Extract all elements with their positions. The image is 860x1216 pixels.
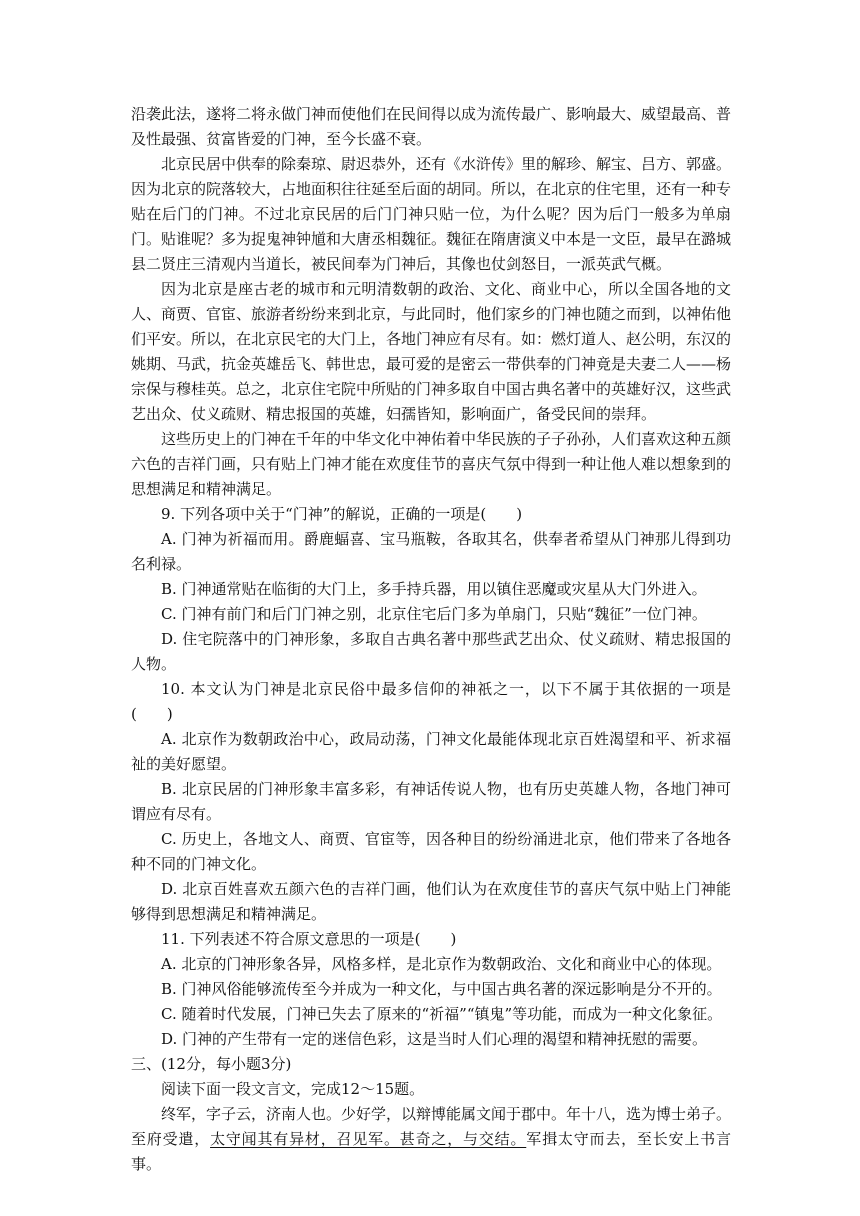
section-3-instruction: 阅读下面一段文言文，完成12～15题。	[161, 1080, 425, 1098]
classical-passage	[131, 1102, 731, 1177]
passage-paragraph: 这些历史上的门神在千年的中华文化中神佑着中华民族的子子孙孙，人们喜欢这种五颜六色的吉祥门画，只有贴上门神才能在欢度佳节的喜庆气氛中得到一种让他人难以想象到的思想满足和精神满足。	[131, 430, 732, 498]
passage-paragraph: 因为北京是座古老的城市和元明清数朝的政治、文化、商业中心，所以全国各地的文人、商贾、官宦、旅游者纷纷来到北京，与此同时，他们家乡的门神也随之而到，以神佑他们平安。所以，在北京民宅的大门上，各地门神应有尽有。如：燃灯道人、赵公明，东汉的姚期、马武，抗金英雄岳飞、韩世忠，最可爱的是密云一带供奉的门神竟是夫妻二人——杨宗保与穆桂英。总之，北京住宅院中所贴的门神多取自中国古典名著中的英雄好汉，这些武艺出众、仗义疏财、精忠报国的英雄，妇孺皆知，影响面广，备受民间的崇拜。	[131, 280, 732, 423]
question-10-stem: 10. 本文认为门神是北京民俗中最多信仰的神祇之一，以下不属于其依据的一项是( )	[131, 680, 731, 723]
question-9-option-c: C. 门神有前门和后门门神之别，北京住宅后门多为单扇门，只贴“魏征”一位门神。	[161, 605, 707, 623]
question-9-option-d: D. 住宅院落中的门神形象，多取自古典名著中那些武艺出众、仗义疏财、精忠报国的人物。	[131, 630, 731, 673]
question-9-option-b: B. 门神通常贴在临街的大门上，多手持兵器，用以镇住恶魔或灾星从大门外进入。	[161, 580, 707, 598]
question-10-option-b: B. 北京民居的门神形象丰富多彩，有神话传说人物，也有历史英雄人物，各地门神可谓应有尽有。	[131, 780, 731, 823]
passage-paragraph: 北京民居中供奉的除秦琼、尉迟恭外，还有《水浒传》里的解珍、解宝、吕方、郭盛。因为北京的院落较大，占地面积往往延至后面的胡同。所以，在北京的住宅里，还有一种专贴在后门的门神。不过北京民居的后门门神只贴一位，为什么呢？因为后门一般多为单扇门。贴谁呢？多为捉鬼神钟馗和大唐丞相魏征。魏征在隋唐演义中本是一文臣，最早在潞城县二贤庄三清观内当道长，被民间奉为门神后，其像也仗剑怒目，一派英武气概。	[131, 155, 732, 273]
passage-paragraph: 沿袭此法，遂将二将永做门神而使他们在民间得以成为流传最广、影响最大、威望最高、普及性最强、贫富皆爱的门神，至今长盛不衰。	[131, 105, 732, 148]
question-10-option-c: C. 历史上，各地文人、商贾、官宦等，因各种目的纷纷涌进北京，他们带来了各地各种不同的门神文化。	[131, 830, 731, 873]
classical-text-before: 终军，字子云，济南人也。少好学，以辩博能属文闻于郡中。年十八，选为博士弟子。至府受遣，	[131, 1105, 732, 1148]
question-10-option-d: D. 北京百姓喜欢五颜六色的吉祥门画，他们认为在欢度佳节的喜庆气氛中贴上门神能够得到思想满足和精神满足。	[131, 880, 731, 923]
question-11-stem: 11. 下列表述不符合原文意思的一项是( )	[161, 930, 457, 948]
question-10-option-a: A. 北京作为数朝政治中心，政局动荡，门神文化最能体现北京百姓渴望和平、祈求福祉的美好愿望。	[131, 730, 731, 773]
question-11-option-b: B. 门神风俗能够流传至今并成为一种文化，与中国古典名著的深远影响是分不开的。	[161, 980, 722, 998]
document-page	[131, 102, 731, 1177]
question-9-option-a: A. 门神为祈福而用。爵鹿蝠喜、宝马瓶鞍，各取其名，供奉者希望从门神那儿得到功名利禄。	[131, 530, 731, 573]
classical-text-after: 军揖太守而去，至长安上书言事。	[131, 1130, 731, 1173]
section-3-heading: 三、(12分，每小题3分)	[131, 1055, 292, 1073]
question-9-stem: 9. 下列各项中关于“门神”的解说，正确的一项是( )	[161, 505, 523, 523]
underlined-sentence: 太守闻其有异材，召见军。甚奇之，与交结。	[210, 1130, 527, 1148]
question-11-option-c: C. 随着时代发展，门神已失去了原来的“祈福”“镇鬼”等功能，而成为一种文化象征。	[161, 1005, 723, 1023]
question-11-option-d: D. 门神的产生带有一定的迷信色彩，这是当时人们心理的渴望和精神抚慰的需要。	[161, 1030, 708, 1048]
question-11-option-a: A. 北京的门神形象各异，风格多样，是北京作为数朝政治、文化和商业中心的体现。	[161, 955, 722, 973]
